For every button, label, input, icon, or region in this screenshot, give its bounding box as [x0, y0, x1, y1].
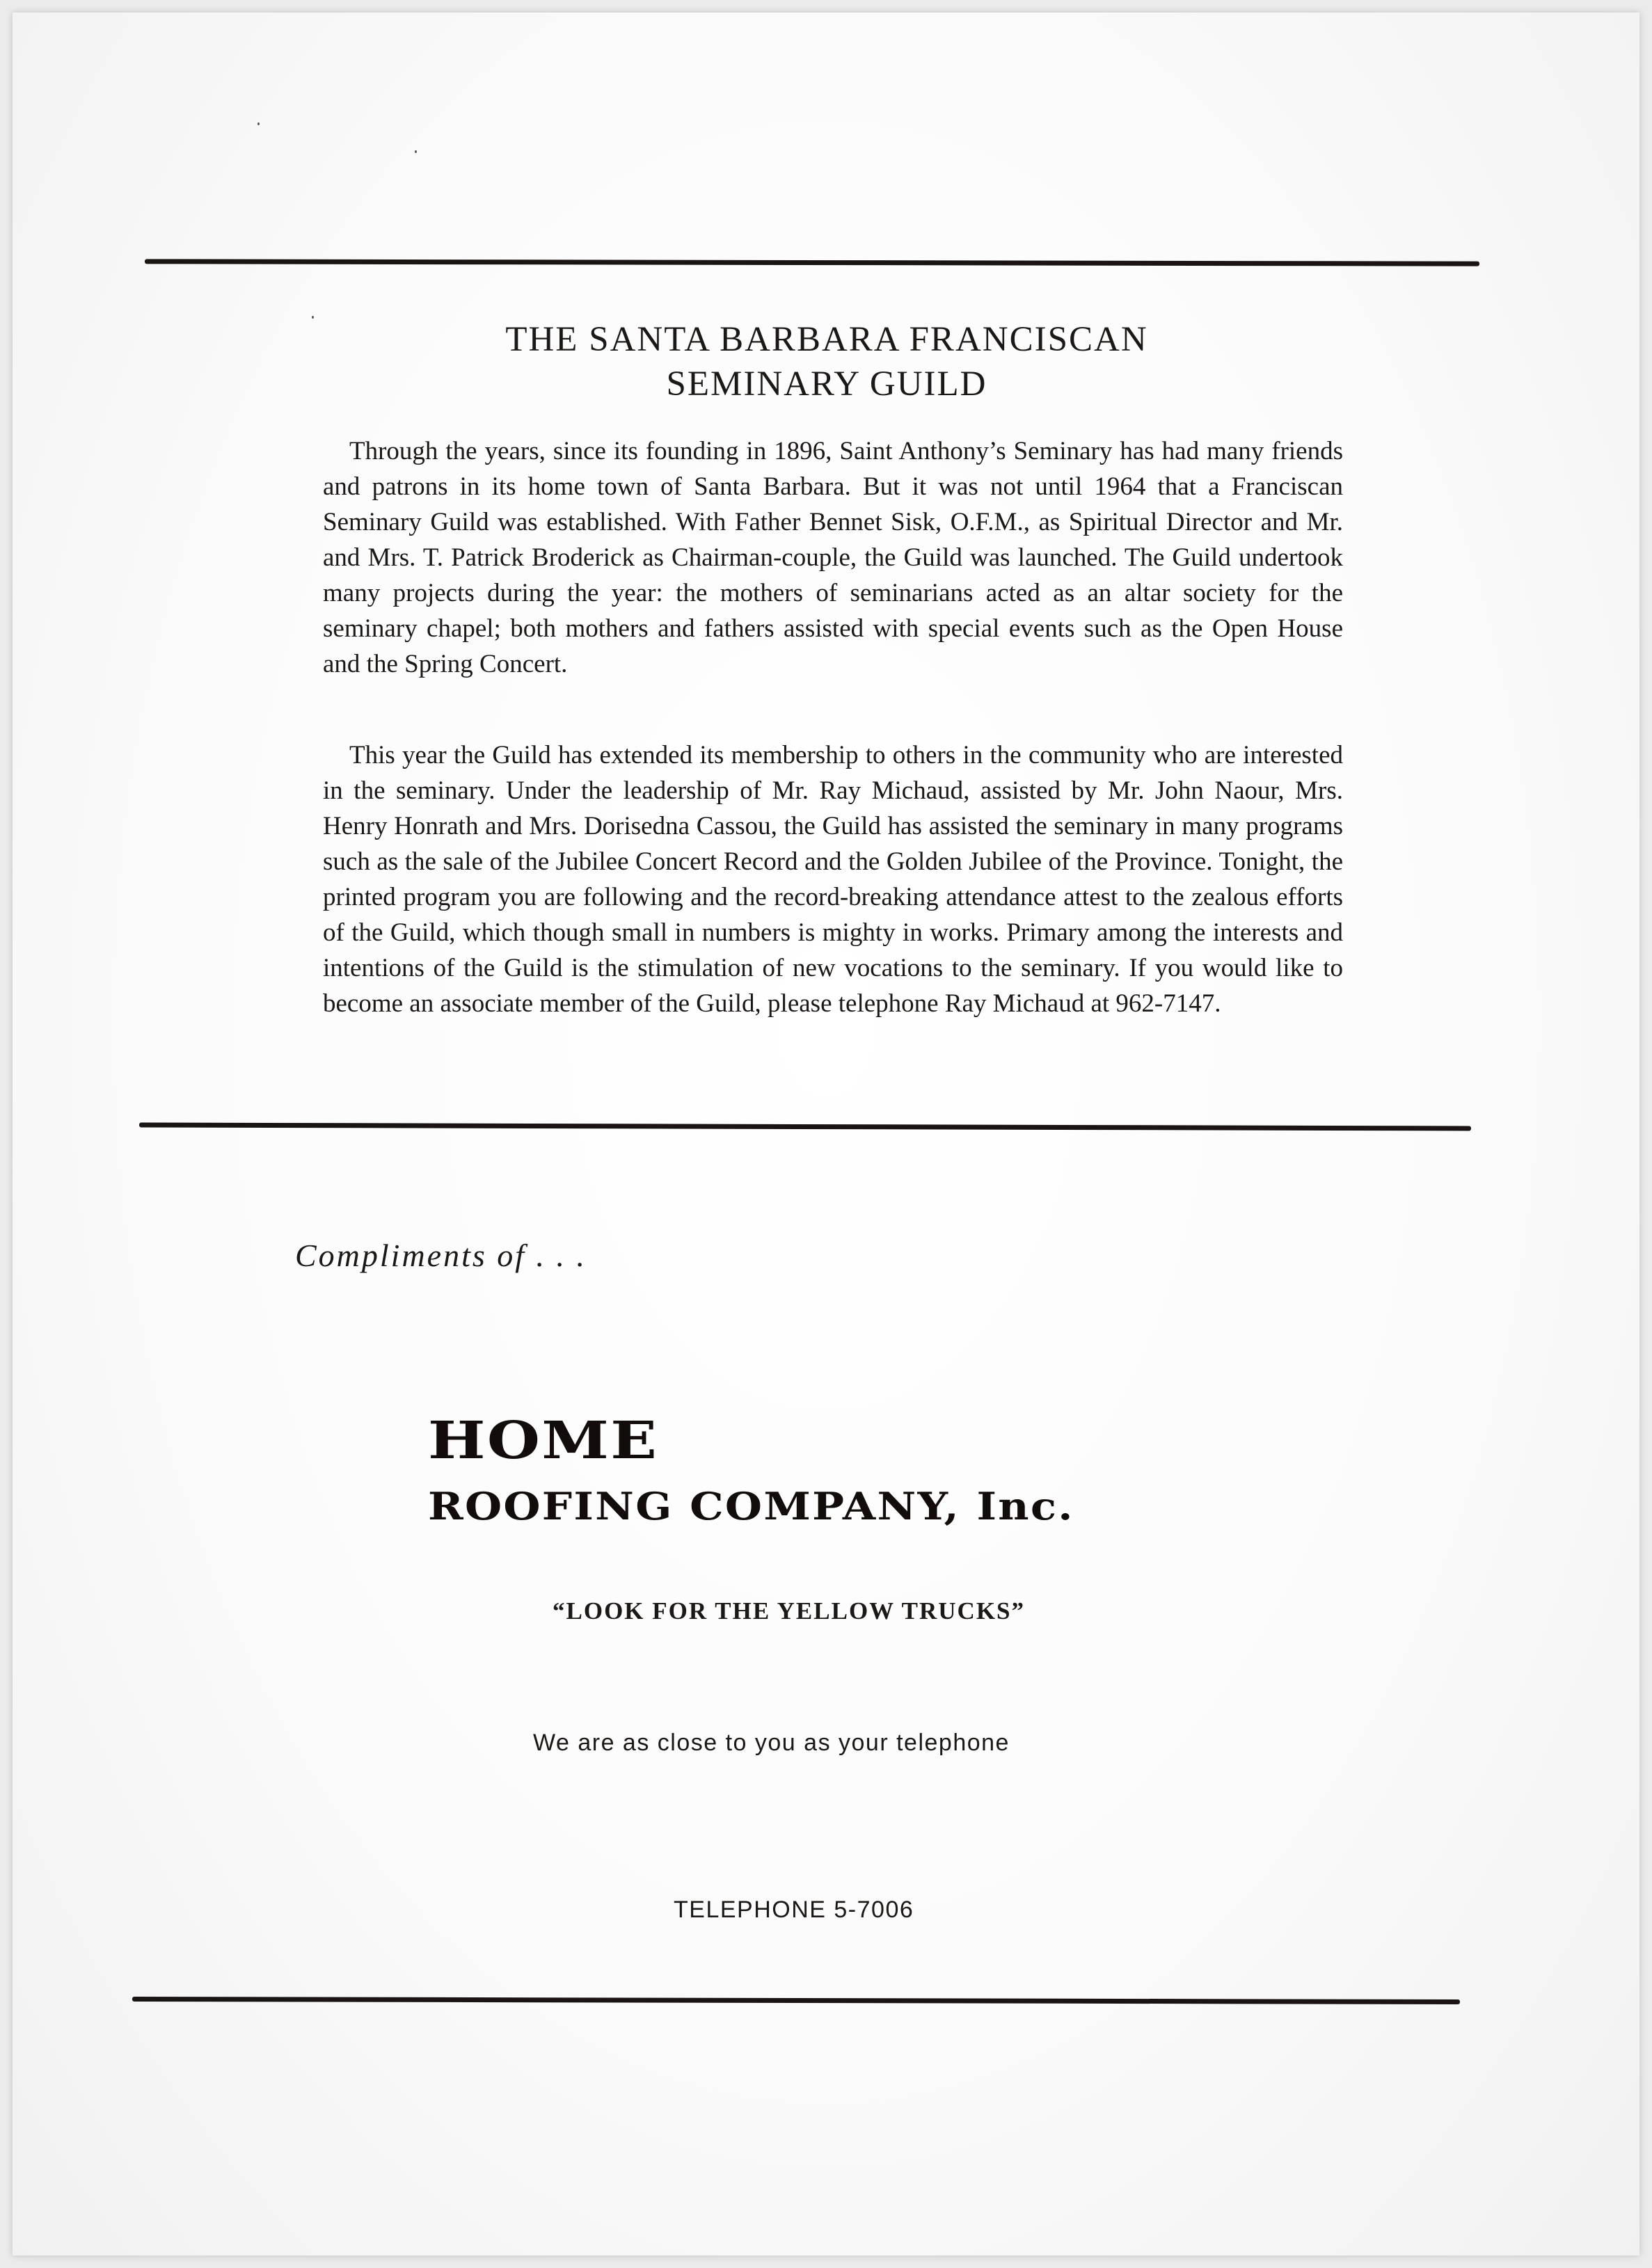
company-telephone: TELEPHONE 5-7006 — [674, 1896, 914, 1923]
company-tagline: We are as close to you as your telephone — [533, 1730, 1010, 1756]
middle-divider — [139, 1122, 1471, 1131]
guild-paragraph-history: Through the years, since its founding in 1896, Saint Anthony’s Seminary has had many friends and patrons in its home town of Santa Barbara. But it was not until 1964 that a Franciscan Seminary Guild was established. With Father Bennet Sisk, O.F.M., as Spiritual Director and Mr. and Mrs. T. Patrick Broderick as Chairman-couple, the Guild was launched. The Guild undertook many projects during the year: the mothers of seminarians acted as an altar society for the seminary chapel; both mothers and fathers assisted with special events such as the Open House and the Spring Concert. — [323, 437, 1343, 678]
program-page — [13, 13, 1639, 2255]
print-speck — [415, 150, 417, 153]
company-slogan: “LOOK FOR THE YELLOW TRUCKS” — [553, 1597, 1026, 1624]
compliments-of: Compliments of . . . — [295, 1238, 587, 1273]
guild-title-line2: SEMINARY GUILD — [666, 365, 987, 404]
company-name-roofing: ROOFING COMPANY, Inc. — [428, 1484, 1074, 1528]
bottom-divider — [132, 1997, 1460, 2004]
print-speck — [257, 122, 260, 125]
company-name-home: HOME — [428, 1411, 659, 1471]
guild-title-line1: THE SANTA BARBARA FRANCISCAN — [505, 320, 1148, 359]
top-divider — [145, 259, 1479, 266]
guild-paragraph-membership: This year the Guild has extended its membership to others in the community who are interested in the seminary. Under the leadership of Mr. Ray Michaud, assisted by Mr. John Naour, Mrs. Henry Honrath and Mrs. Dorisedna Cassou, the Guild has assisted the seminary in many programs such as the sale of the Jubilee Concert Record and the Golden Jubilee of the Province. Tonight, the printed program you are following and the record-breaking attendance attest to the zealous efforts of the Guild, which though small in numbers is mighty in works. Primary among the interests and intentions of the Guild is the stimulation of new vocations to the seminary. If you would like to become an associate member of the Guild, please telephone Ray Michaud at 962-7147. — [323, 741, 1343, 1018]
